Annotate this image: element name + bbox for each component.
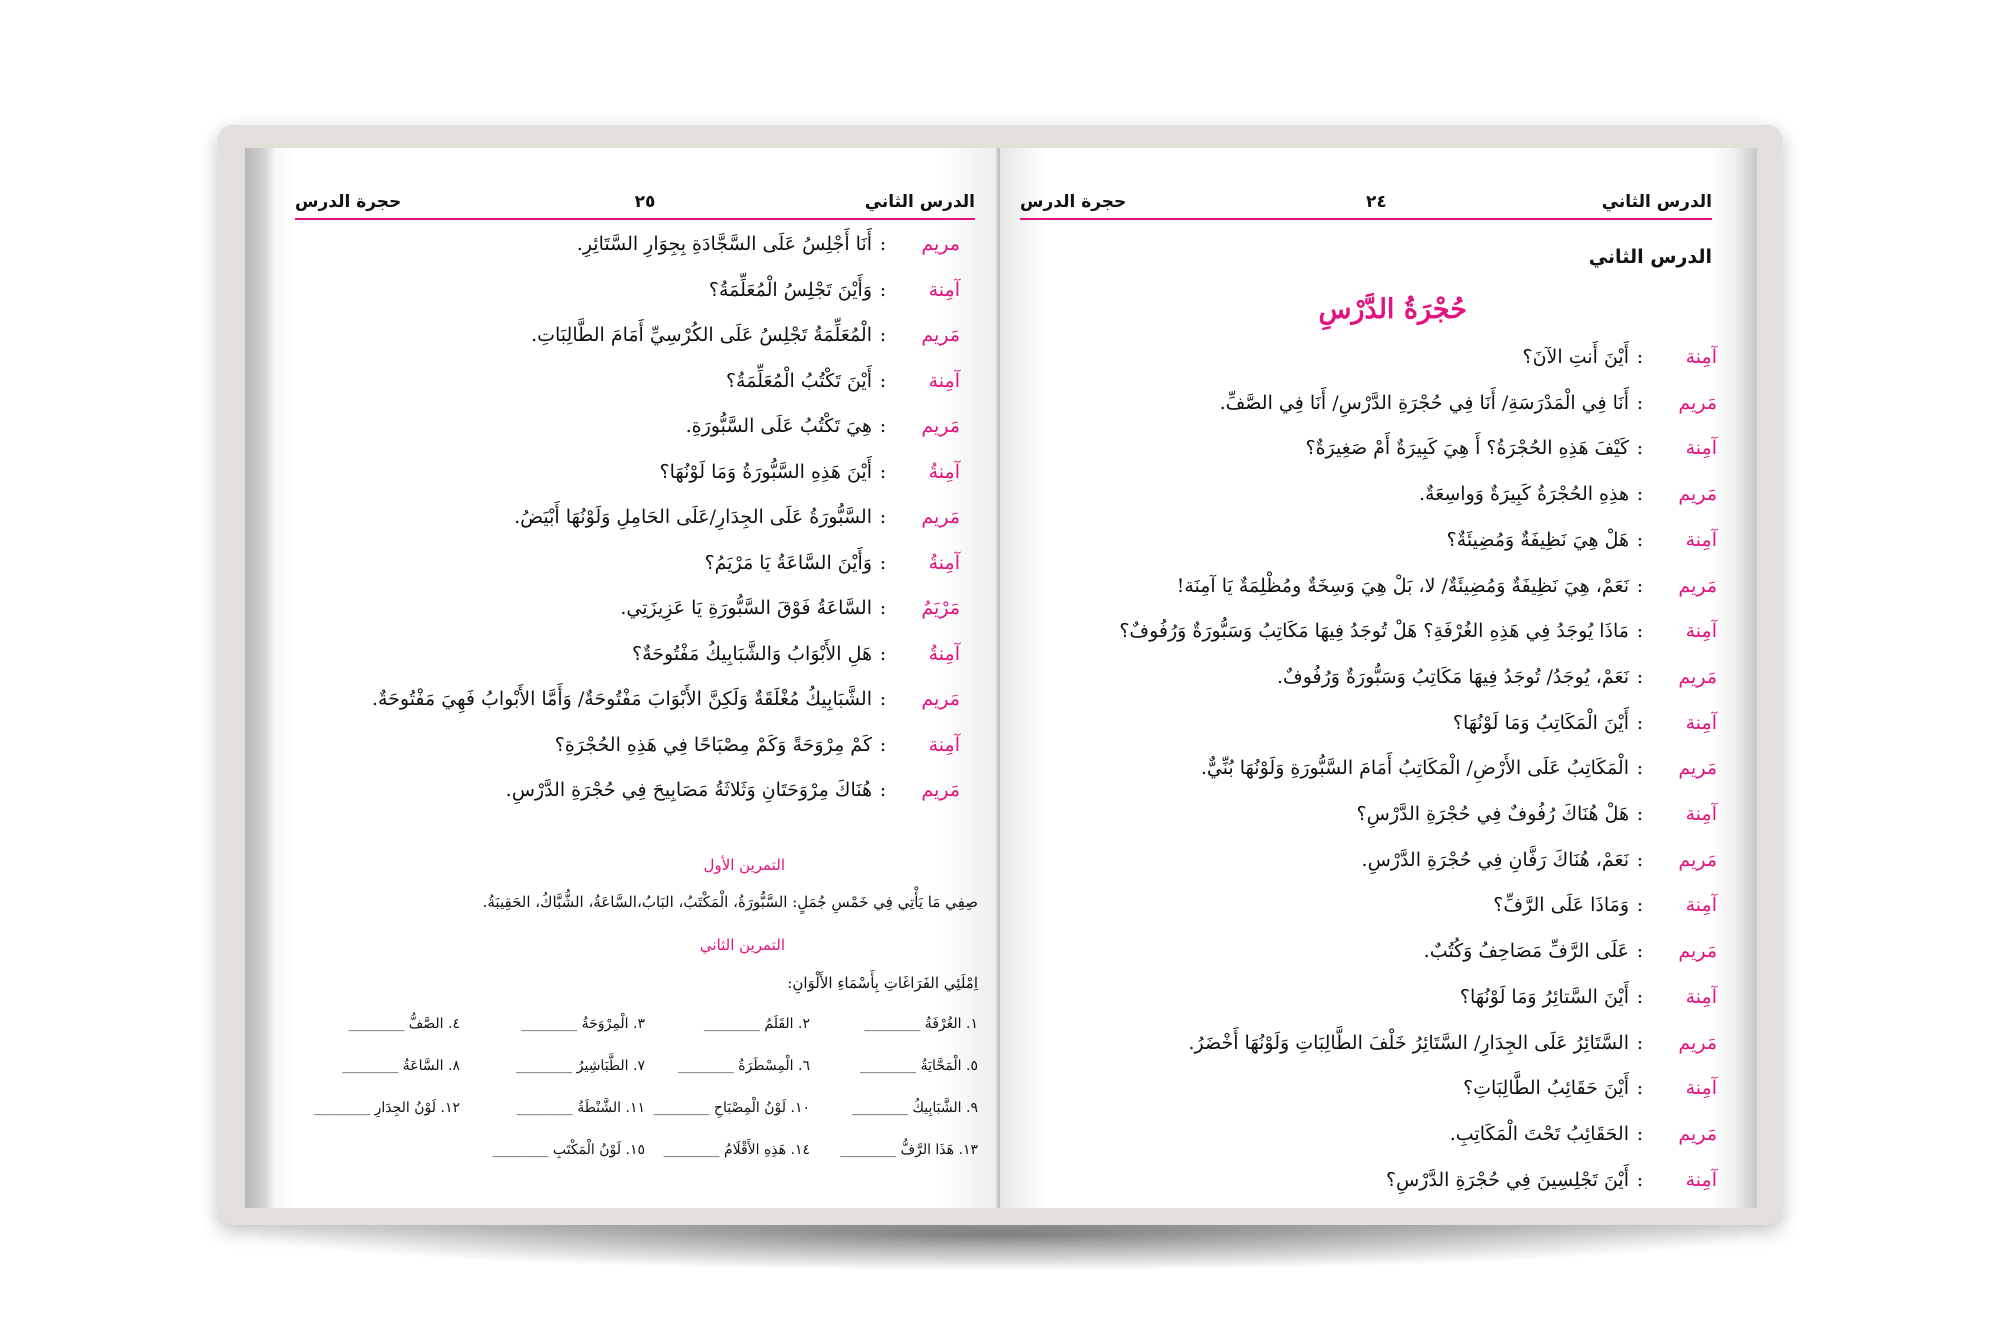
speaker-colon: : <box>879 233 887 255</box>
speaker-name: مَريم <box>1678 940 1717 963</box>
speaker-colon: : <box>1636 803 1644 825</box>
fill-in-blank[interactable]: ________ <box>663 1142 720 1158</box>
dialogue-line <box>1119 620 1717 642</box>
dialogue-line <box>1453 712 1717 734</box>
lesson-heading: الدرس الثاني <box>1588 246 1712 268</box>
speaker-name: مَريم <box>1678 848 1717 871</box>
dialogue-text: نَعَمْ، هُنَاكَ رَفَّانِ فِي حُجْرَةِ الدَّرْسِ. <box>1361 848 1629 871</box>
dialogue-line <box>1424 940 1717 962</box>
dialogue-text: وَمَاذَا عَلَى الرَّفِّ؟ <box>1493 894 1629 917</box>
fill-in-label: ٩. الشَّبَابِيكُ <box>912 1100 978 1116</box>
speaker-colon: : <box>1636 574 1644 597</box>
fill-in-item <box>704 1016 810 1032</box>
exercise-1-text: صِفِي مَا يَأْتِي فِي خَمْسِ جُمَلٍ: السَّبُّورَةُ، الْمَكْتَبُ، البَابُ،السَّاعَةُ، الشُّبَّاكُ، الحَقِيبَةُ. <box>482 893 978 911</box>
fill-in-item <box>663 1142 810 1158</box>
dialogue-text: أَنَا فِي الْمَدْرَسَةِ/ أَنَا فِي حُجْرَةِ الدَّرْسِ/ أَنَا فِي الصَّفِّ. <box>1219 391 1629 414</box>
fill-in-label: ٦. الْمِسْطَرَةُ <box>738 1058 810 1074</box>
fill-in-item <box>342 1058 460 1074</box>
dialogue-line <box>726 370 960 392</box>
speaker-colon: : <box>1636 940 1644 963</box>
dialogue-line <box>1523 346 1718 368</box>
dialogue-text: أَيْنَ هَذِهِ السَّبُّورَةُ وَمَا لَوْنُهَا؟ <box>659 460 872 483</box>
fill-in-blank[interactable]: ________ <box>860 1058 917 1074</box>
dialogue-text: وَأَيْنَ السَّاعَةُ يَا مَرْيَمُ؟ <box>704 551 872 574</box>
fill-in-blank[interactable]: ________ <box>314 1100 371 1116</box>
fill-in-item <box>860 1058 978 1074</box>
dialogue-text: هذِهِ الحُجْرَةُ كَبِيرَةٌ وَواسِعَةٌ. <box>1419 483 1629 506</box>
fill-in-item <box>840 1142 978 1158</box>
dialogue-text: نَعَمْ، هِيَ نَظِيفَةٌ وَمُضِيئَةٌ/ لا، بَلْ هِيَ وَسِخَةٌ ومُظْلِمَةٌ يَا آمِنَة! <box>1176 574 1629 597</box>
exercise-1-title: التمرين الأول <box>703 856 785 874</box>
speaker-colon: : <box>1636 483 1644 506</box>
fill-in-item <box>864 1016 978 1032</box>
speaker-name: آمِنة <box>1685 528 1717 551</box>
speaker-colon: : <box>879 551 887 574</box>
page-header <box>1020 188 1712 220</box>
speaker-name: مريم <box>921 233 960 255</box>
fill-in-item <box>348 1016 460 1032</box>
dialogue-line <box>1362 849 1717 871</box>
dialogue-line <box>1386 1169 1717 1191</box>
speaker-colon: : <box>879 779 887 801</box>
fill-in-blank[interactable]: ________ <box>521 1016 578 1032</box>
dialogue-line <box>1447 529 1717 551</box>
dialogue-line <box>1177 575 1717 597</box>
fill-in-blank[interactable]: ________ <box>492 1142 549 1158</box>
speaker-colon: : <box>1636 1122 1644 1145</box>
speaker-colon: : <box>1636 528 1644 551</box>
speaker-colon: : <box>1636 985 1644 1008</box>
speaker-name: آمِنة <box>1685 803 1717 825</box>
dialogue-text: هَلِ الأَبْوَابُ وَالشَّبَابِيكُ مَفْتُوحَةٌ؟ <box>631 642 872 665</box>
fill-in-label: ١٢. لَوْنُ الجِدَارِ <box>374 1100 460 1116</box>
dialogue-line <box>372 688 960 710</box>
dialogue-text: أَيْنَ أَنتِ الآنَ؟ <box>1522 346 1629 368</box>
dialogue-line <box>660 461 961 483</box>
dialogue-text: الْمُعَلِّمَةُ تَجْلِسُ عَلَى الكُرْسِيِّ أَمَامَ الطَّالِبَاتِ. <box>531 324 872 346</box>
dialogue-line <box>709 279 960 301</box>
speaker-name: آمِنة <box>1685 711 1717 734</box>
fill-in-blank[interactable]: ________ <box>852 1100 909 1116</box>
dialogue-line <box>514 506 960 528</box>
speaker-name: آمِنة <box>1685 1168 1717 1191</box>
speaker-name: مَريم <box>1678 483 1717 506</box>
fill-in-blank[interactable]: ________ <box>864 1016 921 1032</box>
fill-in-label: ١٣. هَذَا الرَّفُّ <box>900 1142 978 1158</box>
dialogue-line <box>1201 757 1717 779</box>
speaker-name: آمِنةُ <box>928 642 960 665</box>
speaker-colon: : <box>1636 711 1644 734</box>
dialogue-text: أَيْنَ حَقَائِبُ الطَّالِبَاتِ؟ <box>1463 1077 1629 1100</box>
speaker-colon: : <box>1636 1168 1644 1191</box>
speaker-colon: : <box>1636 620 1644 643</box>
speaker-colon: : <box>879 460 887 483</box>
speaker-name: آمِنةُ <box>928 551 960 574</box>
speaker-colon: : <box>879 278 887 301</box>
page-25 <box>245 148 1000 1208</box>
speaker-name: مَريم <box>1678 1031 1717 1054</box>
fill-in-blank[interactable]: ________ <box>348 1016 405 1032</box>
fill-in-label: ٣. الْمِرْوَحَةُ <box>581 1016 645 1032</box>
dialogue-text: أَيْنَ تَكْتُبُ الْمُعَلِّمَةُ؟ <box>725 369 872 392</box>
speaker-colon: : <box>879 369 887 392</box>
fill-in-label: ١٤. هَذِهِ الأَقْلَامُ <box>723 1142 810 1158</box>
speaker-colon: : <box>879 642 887 665</box>
speaker-name: آمِنة <box>1685 346 1717 368</box>
dialogue-text: الْمَكَاتِبُ عَلَى الأَرْضِ/ الْمَكَاتِبُ أَمَامَ السَّبُّورَةِ وَلَوْنُهَا بُنِّيٌّ. <box>1200 757 1629 780</box>
dialogue-text: السَّاعَةُ فَوْقَ السَّبُّورَةِ يَا عَزِيزَتِي. <box>620 597 872 619</box>
speaker-name: آمِنة <box>928 733 960 756</box>
speaker-name: آمِنة <box>1685 1077 1717 1100</box>
dialogue-line <box>1220 392 1717 414</box>
speaker-name: مَريم <box>921 688 960 710</box>
fill-in-blank[interactable]: ________ <box>342 1058 399 1074</box>
speaker-colon: : <box>1636 757 1644 780</box>
dialogue-text: الشَّبَابِيكُ مُغْلَقَةٌ وَلَكِنَّ الأَبْوَابَ مَفْتُوحَةٌ/ وَأَمَّا الأَبْوابُ فَهِيَ مَفْتُوحَةٌ. <box>371 688 872 710</box>
dialogue-line <box>1450 1123 1717 1145</box>
speaker-name: آمِنة <box>928 369 960 392</box>
speaker-name: مَريم <box>1678 574 1717 597</box>
dialogue-text: هِيَ تَكْتُبُ عَلَى السَّبُّورَةِ. <box>685 415 872 437</box>
dialogue-line <box>686 415 960 437</box>
speaker-name: مَريم <box>921 506 960 528</box>
speaker-name: مَريم <box>1678 665 1717 688</box>
header-title: حجرة الدرس <box>1020 192 1127 212</box>
fill-in-label: ١. الغُرْفَةُ <box>924 1016 978 1032</box>
speaker-colon: : <box>1636 391 1644 414</box>
dialogue-text: عَلَى الرَّفِّ مَصَاحِفُ وَكُتُبٌ. <box>1423 940 1629 963</box>
speaker-colon: : <box>1636 1077 1644 1100</box>
header-lesson: الدرس الثاني <box>1601 192 1712 212</box>
fill-in-label: ١٥. لَوْنُ الْمَكْتَبِ <box>552 1142 645 1158</box>
speaker-colon: : <box>1636 1031 1644 1054</box>
dialogue-text: أَيْنَ السَّتائِرُ وَمَا لَوْنُهَا؟ <box>1459 985 1629 1008</box>
fill-in-blank[interactable]: ________ <box>653 1100 710 1116</box>
dialogue-line <box>620 597 960 619</box>
fill-in-blank[interactable]: ________ <box>516 1058 573 1074</box>
speaker-name: آمِنة <box>1685 985 1717 1008</box>
speaker-name: مَريم <box>921 779 960 801</box>
exercise-2-instruction: اِمْلَئِي الفَرَاغَاتِ بِأَسْمَاءِ الأَلْوَانِ: <box>787 974 978 992</box>
header-lesson: الدرس الثاني <box>864 192 975 212</box>
dialogue-text: أَيْنَ تَجْلِسِينَ فِي حُجْرَةِ الدَّرْسِ؟ <box>1385 1168 1629 1191</box>
fill-in-item <box>852 1100 978 1116</box>
dialogue-line <box>1493 894 1717 916</box>
fill-in-item <box>653 1100 810 1116</box>
dialogue-line <box>632 643 960 665</box>
speaker-name: مَريم <box>921 324 960 346</box>
dialogue-text: الحَقَائِبُ تَحْتَ الْمَكَاتِبِ. <box>1449 1122 1629 1145</box>
fill-in-label: ٢. القَلَمُ <box>764 1016 810 1032</box>
dialogue-line <box>1463 1077 1717 1099</box>
dialogue-text: هَلْ هِيَ نَظِيفَةٌ وَمُضِيئَةٌ؟ <box>1446 528 1629 551</box>
fill-in-item <box>517 1100 645 1116</box>
speaker-colon: : <box>879 733 887 756</box>
speaker-colon: : <box>879 415 887 437</box>
dialogue-line <box>705 552 960 574</box>
fill-in-label: ٧. الطَّبَاشِيرُ <box>576 1058 645 1074</box>
speaker-colon: : <box>879 688 887 710</box>
fill-in-item <box>521 1016 645 1032</box>
dialogue-line <box>506 779 960 801</box>
header-page-number: ٢٥ <box>634 192 656 212</box>
dialogue-text: كَيْفَ هَذِهِ الحُجْرَةُ؟ أَ هِيَ كَبِيرَةٌ أَمْ صَغِيرَةٌ؟ <box>1305 437 1629 460</box>
dialogue-line <box>577 233 960 255</box>
lesson-title: حُجْرَةُ الدَّرْسِ <box>1318 294 1467 325</box>
speaker-name: مَريم <box>1678 391 1717 414</box>
dialogue-line <box>1460 986 1717 1008</box>
speaker-name: مَريم <box>1678 1122 1717 1145</box>
speaker-name: مَريم <box>921 415 960 437</box>
page-header <box>295 188 975 220</box>
fill-in-item <box>492 1142 645 1158</box>
fill-in-label: ٥. الْمَحَّايَةُ <box>920 1058 978 1074</box>
dialogue-text: أَيْنَ الْمَكَاتِبُ وَمَا لَوْنُهَا؟ <box>1452 711 1629 734</box>
dialogue-text: السَّبُّورَةُ عَلَى الجِدَارِ/عَلَى الحَامِلِ وَلَوْنُهَا أَبْيَضُ. <box>514 506 872 528</box>
dialogue-text: هَلْ هُنَاكَ رُفُوفٌ فِي حُجْرَةِ الدَّرْسِ؟ <box>1356 803 1629 825</box>
speaker-colon: : <box>879 506 887 528</box>
dialogue-line <box>555 734 960 756</box>
speaker-name: آمِنة <box>1685 620 1717 643</box>
dialogue-text: السَّتَائِرُ عَلَى الجِدَارِ/ السَّتَائِرُ خَلْفَ الطَّالِبَاتِ وَلَوْنُهَا أَخْضَرُ. <box>1188 1031 1629 1054</box>
dialogue-line <box>1306 437 1717 459</box>
dialogue-line <box>1357 803 1717 825</box>
fill-in-label: ٤. الصَّفُّ <box>408 1016 460 1032</box>
fill-in-item <box>314 1100 460 1116</box>
dialogue-text: وَأَيْنَ تَجْلِسُ الْمُعَلِّمَةُ؟ <box>708 278 872 301</box>
dialogue-line <box>1419 483 1717 505</box>
speaker-name: آمِنة <box>1685 437 1717 460</box>
speaker-colon: : <box>1636 346 1644 368</box>
speaker-name: آمِنة <box>1685 894 1717 917</box>
fill-in-label: ٨. السَّاعَةُ <box>402 1058 460 1074</box>
fill-in-item <box>516 1058 645 1074</box>
dialogue-text: نَعَمْ، يُوجَدُ/ تُوجَدُ فِيهَا مَكَاتِبُ وَسَبُّورَةٌ وَرُفُوفٌ. <box>1276 665 1629 688</box>
fill-in-blank[interactable]: ________ <box>840 1142 897 1158</box>
speaker-name: آمِنةُ <box>928 460 960 483</box>
dialogue-text: كَمْ مِرْوَحَةً وَكَمْ مِصْبَاحًا فِي هَذِهِ الحُجْرَةِ؟ <box>554 733 872 756</box>
speaker-name: مَرْيَمُ <box>921 597 960 619</box>
exercise-2-title: التمرين الثاني <box>699 936 785 954</box>
speaker-colon: : <box>879 324 887 346</box>
fill-in-blank[interactable]: ________ <box>703 1016 760 1032</box>
fill-in-item <box>678 1058 810 1074</box>
header-page-number: ٢٤ <box>1366 192 1387 212</box>
speaker-name: مَريم <box>1678 757 1717 780</box>
speaker-name: آمِنة <box>928 278 960 301</box>
fill-in-blank[interactable]: ________ <box>677 1058 734 1074</box>
speaker-colon: : <box>1636 848 1644 871</box>
fill-in-label: ١٠. لَوْنُ الْمِصْبَاحِ <box>713 1100 810 1116</box>
speaker-colon: : <box>879 597 887 619</box>
speaker-colon: : <box>1636 894 1644 917</box>
header-title: حجرة الدرس <box>295 192 402 212</box>
dialogue-line <box>1188 1032 1717 1054</box>
page-24 <box>1000 148 1757 1208</box>
speaker-colon: : <box>1636 665 1644 688</box>
dialogue-text: هُنَاكَ مِرْوَحَتَانِ وَثَلاثَةُ مَصَابِيحَ فِي حُجْرَةِ الدَّرْسِ. <box>505 779 872 801</box>
dialogue-line <box>1277 666 1717 688</box>
dialogue-line <box>531 324 960 346</box>
speaker-colon: : <box>1636 437 1644 460</box>
fill-in-label: ١١. الشَّنْطَةُ <box>577 1100 645 1116</box>
dialogue-text: أَنَا أَجْلِسُ عَلَى السَّجَّادَةِ بِجِوَارِ السَّتَائِرِ. <box>576 233 872 255</box>
dialogue-text: مَاذَا يُوجَدُ فِي هَذِهِ الغُرْفَةِ؟ هَلْ تُوجَدُ فِيهَا مَكَاتِبُ وَسَبُّورَةٌ وَرُفُوفٌ؟ <box>1119 620 1629 643</box>
fill-in-blank[interactable]: ________ <box>516 1100 573 1116</box>
